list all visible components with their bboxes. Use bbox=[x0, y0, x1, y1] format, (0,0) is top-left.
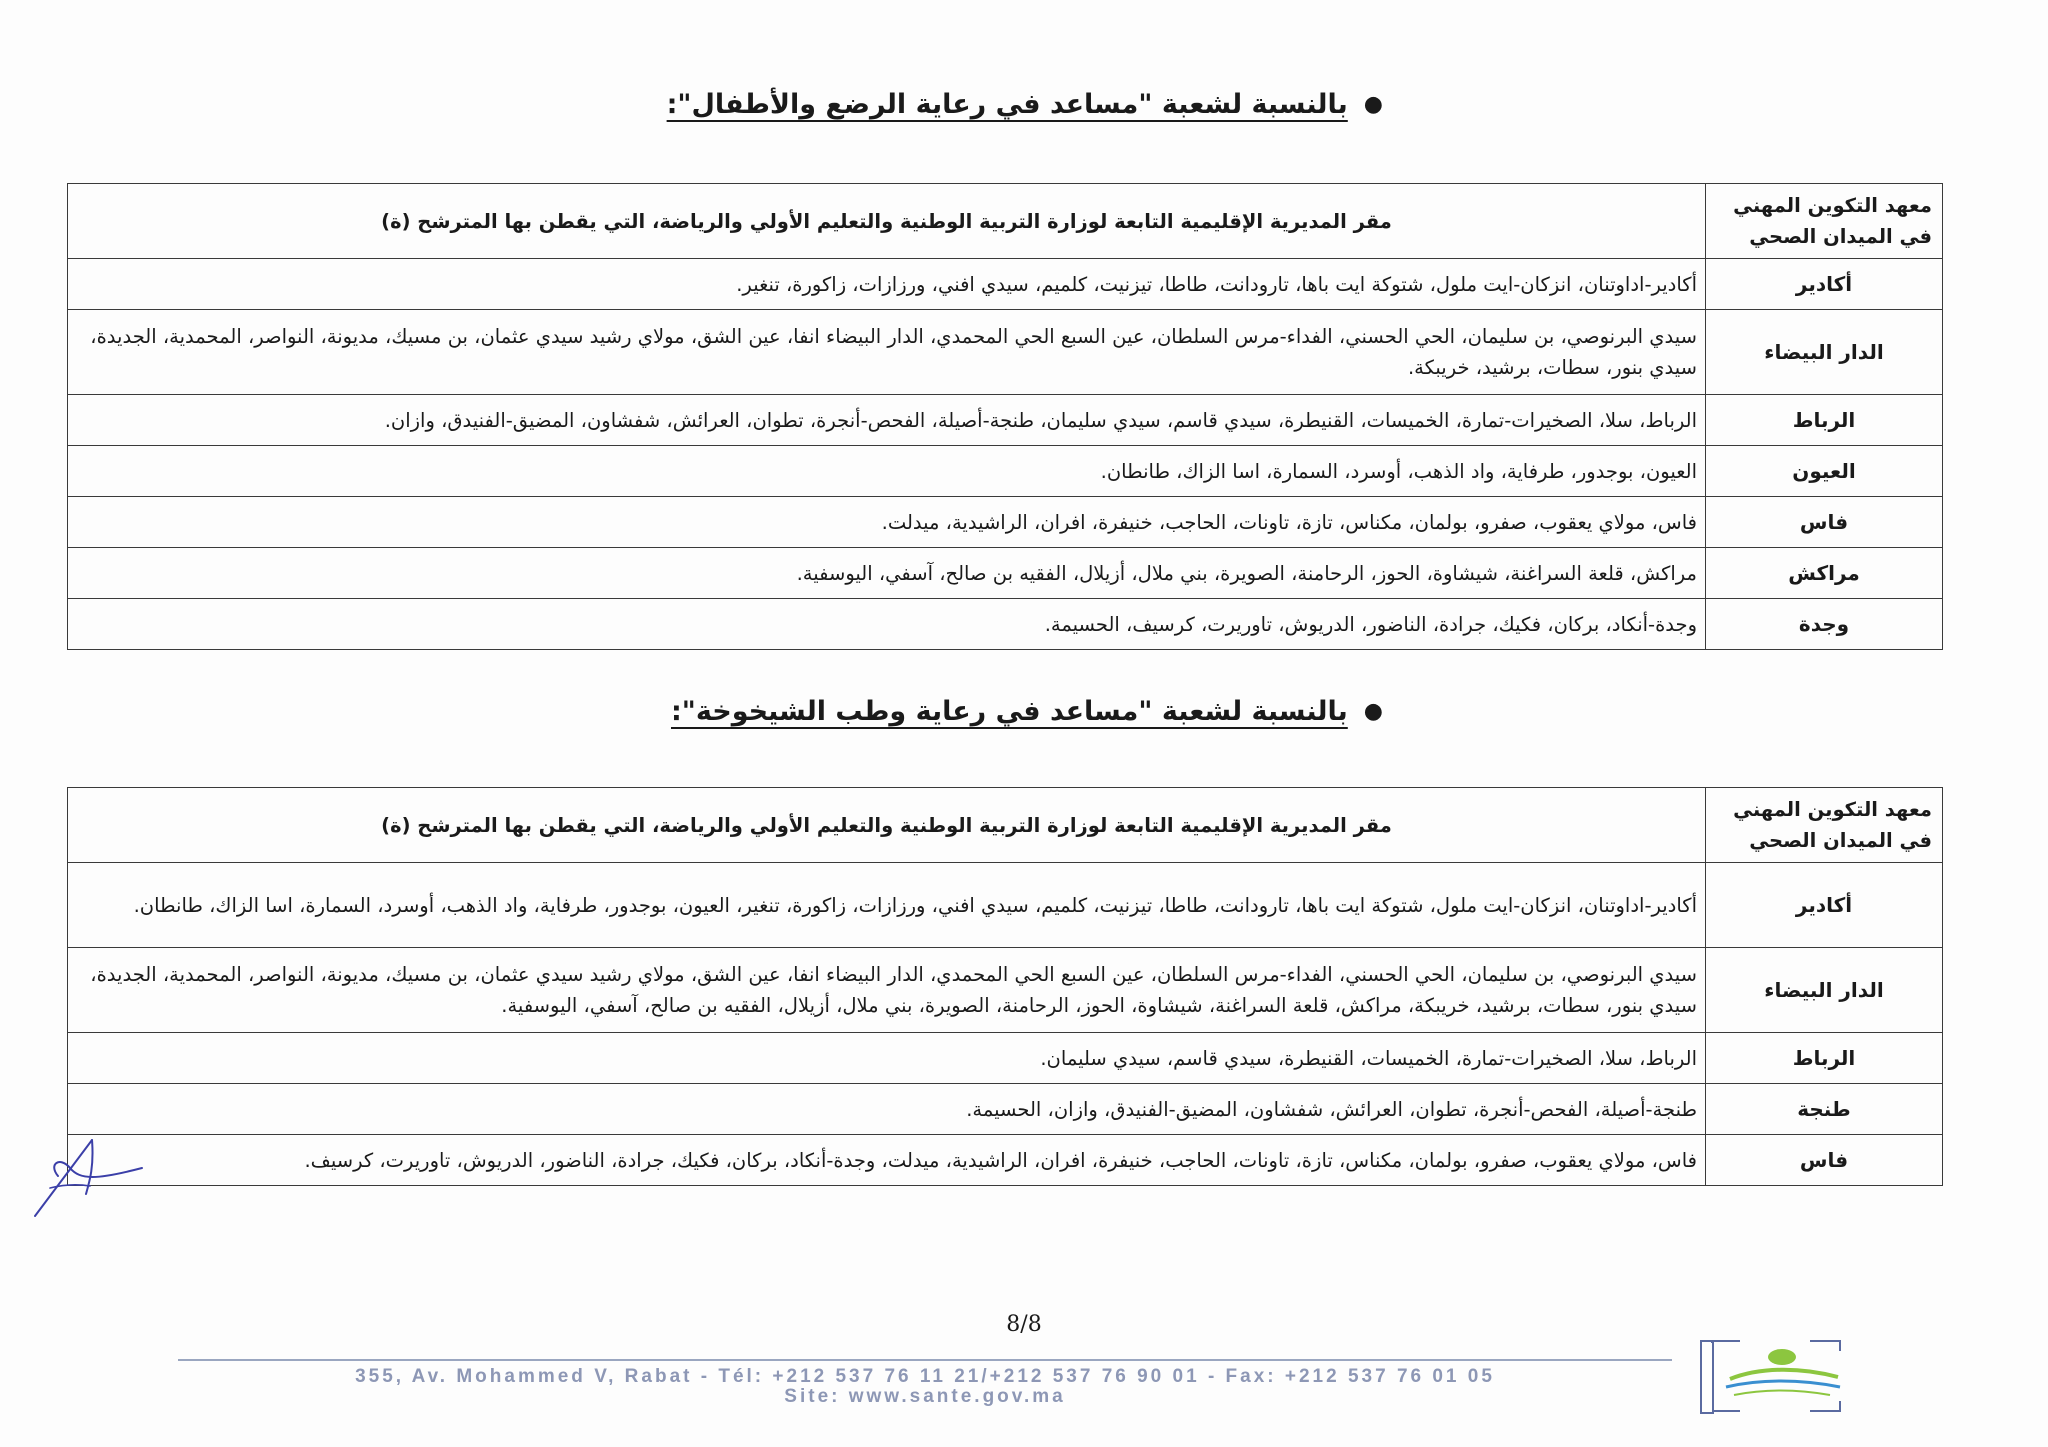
header-directorate: مقر المديرية الإقليمية التابعة لوزارة التربية الوطنية والتعليم الأولي والرياضة، التي يقطن بها المترشح (ة) bbox=[68, 788, 1706, 863]
bullet-icon: ● bbox=[1363, 92, 1383, 117]
infant-care-table bbox=[67, 183, 1943, 650]
footer-website: Site: www.sante.gov.ma bbox=[784, 1386, 1066, 1407]
page-number: 8/8 bbox=[1006, 1312, 1042, 1337]
row-city: مراكش bbox=[1706, 548, 1943, 599]
footer-address: 355, Av. Mohammed V, Rabat - Tél: +212 537 76 11 21/+212 537 76 90 01 - Fax: +212 537 76 01 05 bbox=[355, 1366, 1495, 1387]
table-row bbox=[68, 548, 1943, 599]
row-directorates: فاس، مولاي يعقوب، صفرو، بولمان، مكناس، تازة، تاونات، الحاجب، خنيفرة، افران، الراشيدية، ميدلت. bbox=[68, 497, 1706, 548]
section-heading-geriatric-care: ●بالنسبة لشعبة "مساعد في رعاية وطب الشيخوخة": bbox=[671, 696, 1383, 727]
row-directorates: وجدة-أنكاد، بركان، فكيك، جرادة، الناضور، الدريوش، تاوريرت، كرسيف، الحسيمة. bbox=[68, 599, 1706, 650]
row-city: الرباط bbox=[1706, 395, 1943, 446]
row-directorates: العيون، بوجدور، طرفاية، واد الذهب، أوسرد، السمارة، اسا الزاك، طانطان. bbox=[68, 446, 1706, 497]
ministry-logo-icon bbox=[1700, 1337, 1850, 1417]
table-row bbox=[68, 446, 1943, 497]
table-row bbox=[68, 1033, 1943, 1084]
table-row bbox=[68, 259, 1943, 310]
row-directorates: مراكش، قلعة السراغنة، شيشاوة، الحوز، الرحامنة، الصويرة، بني ملال، أزيلال، الفقيه بن صالح، آسفي، اليوسفية. bbox=[68, 548, 1706, 599]
table-row bbox=[68, 395, 1943, 446]
bullet-icon: ● bbox=[1363, 699, 1383, 724]
geriatric-care-table bbox=[67, 787, 1943, 1186]
row-directorates: سيدي البرنوصي، بن سليمان، الحي الحسني، الفداء-مرس السلطان، عين السبع الحي المحمدي، الدار البيضاء انفا، عين الشق، مولاي رشيد سيدي عثمان، بن مسيك، مديونة، النواصر، المحمدية، الجديدة، سيدي بنور، سطات، برشيد، خريبكة، مراكش، قلعة السراغنة، شيشاوة، الحوز، الرحامنة، الصويرة، بني ملال، أزيلال، الفقيه بن صالح، آسفي، اليوسفية. bbox=[68, 948, 1706, 1033]
table-row bbox=[68, 948, 1943, 1033]
row-directorates: طنجة-أصيلة، الفحص-أنجرة، تطوان، العرائش، شفشاون، المضيق-الفنيدق، وازان، الحسيمة. bbox=[68, 1084, 1706, 1135]
row-city: أكادير bbox=[1706, 863, 1943, 948]
row-directorates: الرباط، سلا، الصخيرات-تمارة، الخميسات، القنيطرة، سيدي قاسم، سيدي سليمان، طنجة-أصيلة، الفحص-أنجرة، تطوان، العرائش، شفشاون، المضيق-الفنيدق، وازان. bbox=[68, 395, 1706, 446]
row-city: أكادير bbox=[1706, 259, 1943, 310]
row-city: الدار البيضاء bbox=[1706, 310, 1943, 395]
row-directorates: الرباط، سلا، الصخيرات-تمارة، الخميسات، القنيطرة، سيدي قاسم، سيدي سليمان. bbox=[68, 1033, 1706, 1084]
table-row bbox=[68, 863, 1943, 948]
header-institute: معهد التكوين المهني في الميدان الصحي bbox=[1706, 184, 1943, 259]
table-row bbox=[68, 497, 1943, 548]
signature-mark bbox=[30, 1118, 145, 1218]
footer-divider bbox=[178, 1359, 1672, 1361]
table-row bbox=[68, 1135, 1943, 1186]
table-row bbox=[68, 1084, 1943, 1135]
row-directorates: أكادير-اداوتنان، انزكان-ايت ملول، شتوكة ايت باها، تارودانت، طاطا، تيزنيت، كلميم، سيدي افني، ورزازات، زاكورة، تنغير، العيون، بوجدور، طرفاية، واد الذهب، أوسرد، السمارة، اسا الزاك، طانطان. bbox=[68, 863, 1706, 948]
table-header-row bbox=[68, 788, 1943, 863]
row-city: العيون bbox=[1706, 446, 1943, 497]
table-row bbox=[68, 310, 1943, 395]
row-city: فاس bbox=[1706, 1135, 1943, 1186]
header-directorate: مقر المديرية الإقليمية التابعة لوزارة التربية الوطنية والتعليم الأولي والرياضة، التي يقطن بها المترشح (ة) bbox=[68, 184, 1706, 259]
row-city: الرباط bbox=[1706, 1033, 1943, 1084]
row-city: طنجة bbox=[1706, 1084, 1943, 1135]
row-city: فاس bbox=[1706, 497, 1943, 548]
row-directorates: فاس، مولاي يعقوب، صفرو، بولمان، مكناس، تازة، تاونات، الحاجب، خنيفرة، افران، الراشيدية، ميدلت، وجدة-أنكاد، بركان، فكيك، جرادة، الناضور، الدريوش، تاوريرت، كرسيف. bbox=[68, 1135, 1706, 1186]
row-city: وجدة bbox=[1706, 599, 1943, 650]
row-city: الدار البيضاء bbox=[1706, 948, 1943, 1033]
row-directorates: أكادير-اداوتنان، انزكان-ايت ملول، شتوكة ايت باها، تارودانت، طاطا، تيزنيت، كلميم، سيدي افني، ورزازات، زاكورة، تنغير. bbox=[68, 259, 1706, 310]
table-header-row bbox=[68, 184, 1943, 259]
section-heading-infant-care: ●بالنسبة لشعبة "مساعد في رعاية الرضع والأطفال": bbox=[666, 89, 1383, 120]
row-directorates: سيدي البرنوصي، بن سليمان، الحي الحسني، الفداء-مرس السلطان، عين السبع الحي المحمدي، الدار البيضاء انفا، عين الشق، مولاي رشيد سيدي عثمان، بن مسيك، مديونة، النواصر، المحمدية، الجديدة، سيدي بنور، سطات، برشيد، خريبكة. bbox=[68, 310, 1706, 395]
header-institute: معهد التكوين المهني في الميدان الصحي bbox=[1706, 788, 1943, 863]
table-row bbox=[68, 599, 1943, 650]
